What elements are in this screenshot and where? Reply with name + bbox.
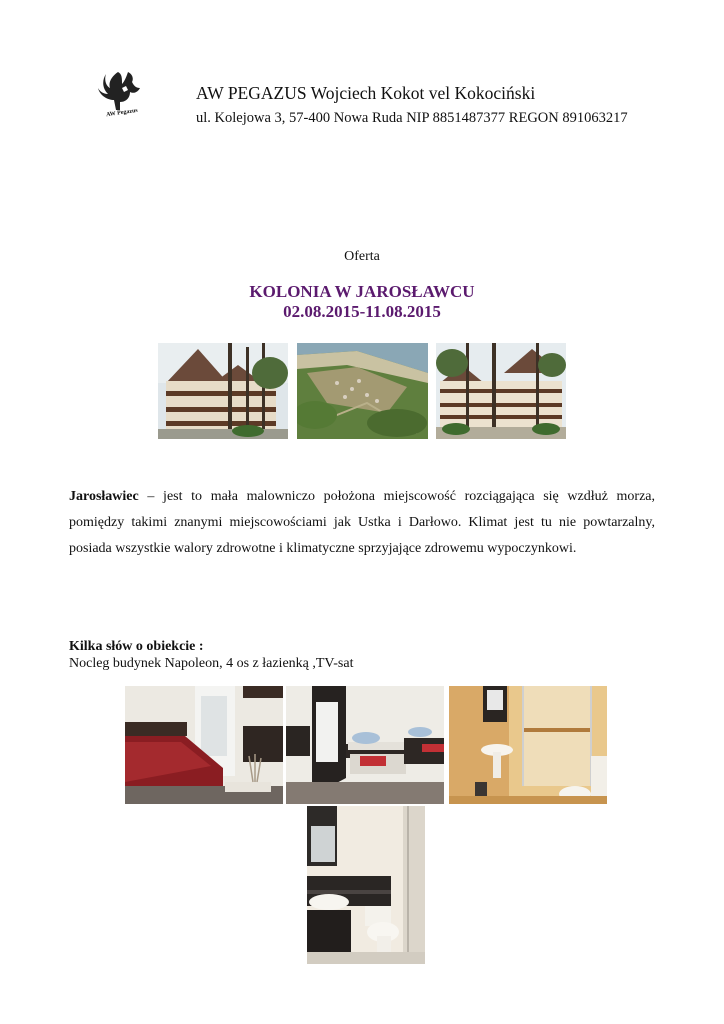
- bathroom-shower-photo: [449, 686, 607, 804]
- intro-text: – jest to mała malowniczo położona miejscowość rozciągająca się wzdłuż morza, pomiędzy takimi znanymi miejscowościami jak Ustka i Darłowo. Klimat jest tu nie powtarzalny, posiada wszystkie walory zdrowotne i klimatyczne sprzyjające zdrowemu wypoczynkowi.: [69, 489, 655, 556]
- facility-description: Nocleg budynek Napoleon, 4 os z łazienką ,TV-sat: [69, 656, 354, 671]
- offer-title-block: [0, 282, 724, 322]
- offer-title: KOLONIA W JAROSŁAWCU: [249, 282, 475, 301]
- aerial-photo: [297, 343, 428, 439]
- logo-text: AW Pegazus: [105, 107, 139, 119]
- facility-heading: Kilka słów o obiekcie :: [69, 639, 204, 654]
- building-photo-right: [436, 343, 566, 439]
- intro-paragraph: [69, 484, 655, 562]
- company-name: AW PEGAZUS Wojciech Kokot vel Kokociński: [196, 83, 536, 103]
- company-address: ul. Kolejowa 3, 57-400 Nowa Ruda NIP 8851487377 REGON 891063217: [196, 110, 628, 126]
- bathroom-toilet-photo: [307, 806, 425, 964]
- offer-dates: 02.08.2015-11.08.2015: [283, 302, 441, 321]
- bedroom-photo: [125, 686, 283, 804]
- building-photo-left: [158, 343, 288, 439]
- pegasus-logo-icon: [96, 66, 146, 122]
- offer-label: Oferta: [344, 249, 380, 264]
- intro-place: Jarosławiec: [69, 489, 139, 504]
- room-beds-photo: [286, 686, 444, 804]
